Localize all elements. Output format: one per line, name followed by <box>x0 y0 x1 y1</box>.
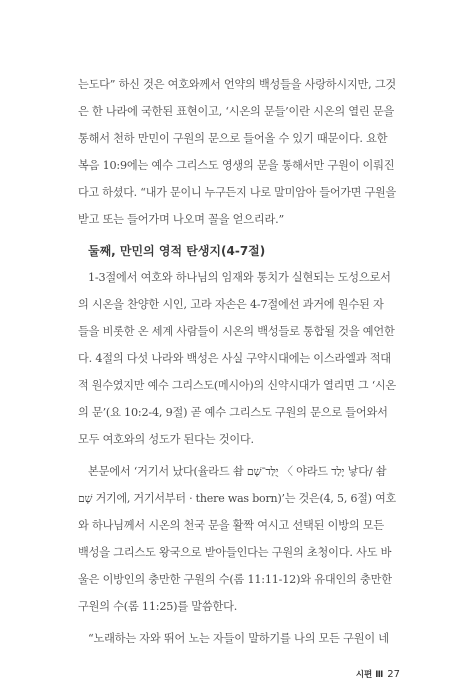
section-heading: 둘째, 만민의 영적 탄생지(4-7절) <box>88 244 266 258</box>
text-line: 1-3절에서 여호와 하나님의 임재와 통치가 실현되는 도성으로서 <box>88 271 391 284</box>
text-line: 본문에서 ‘거기서 났다(율라드 솸 יֻלַּד־שָׁם 〈 야라드 יָלַד 낳다/ 솸 <box>88 465 387 478</box>
running-footer-title: 시편 Ⅲ <box>355 670 384 680</box>
text-line: 의 문’(요 10:2-4, 9절) 곧 예수 그리스도 구원의 문으로 들어와서 <box>78 406 388 419</box>
text-line: 받고 또는 들어가며 나오며 꼴을 얻으리라.” <box>78 213 284 226</box>
text-line: 의 시온을 찬양한 시인, 고라 자손은 4-7절에선 과거에 원수된 자 <box>78 298 384 311</box>
text-line: 는도다” 하신 것은 여호와께서 언약의 백성들을 사랑하시지만, 그것 <box>78 78 396 91</box>
page-footer <box>340 662 400 681</box>
text-line: 통해서 천하 만민이 구원의 문으로 들어올 수 있기 때문이다. 요한 <box>78 132 388 145</box>
text-line: 울은 이방인의 충만한 구원의 수(롬 11:11-12)와 유대인의 충만한 <box>78 573 392 586</box>
text-line: 와 하나님께서 시온의 천국 문을 활짝 여시고 선택된 이방의 모든 <box>78 519 384 532</box>
text-line: 백성을 그리스도 왕국으로 받아들인다는 구원의 초청이다. 사도 바 <box>78 546 392 559</box>
page-number: 27 <box>387 669 400 680</box>
text-line: 다. 4절의 다섯 나라와 백성은 사실 구약시대에는 이스라엘과 적대 <box>78 352 391 365</box>
text-line: 들을 비롯한 온 세계 사람들이 시온의 백성들로 통합될 것을 예언한 <box>78 325 395 338</box>
text-line: 모두 여호와의 성도가 된다는 것이다. <box>78 433 254 446</box>
text-line: 복음 10:9에는 예수 그리스도 영생의 문을 통해서만 구원이 이뤄진 <box>78 159 395 172</box>
text-line: 다고 하셨다. “내가 문이니 누구든지 나로 말미암아 들어가면 구원을 <box>78 186 396 199</box>
text-line: 은 한 나라에 국한된 표현이고, ‘시온의 문들’이란 시온의 열린 문을 <box>78 105 395 118</box>
text-line: “노래하는 자와 뛰어 노는 자들이 말하기를 나의 모든 구원이 네 <box>88 632 389 645</box>
text-line: 구원의 수(롬 11:25)를 말씀한다. <box>78 600 238 613</box>
text-line: 적 원수였지만 예수 그리스도(메시아)의 신약시대가 열리면 그 ‘시온 <box>78 379 396 392</box>
text-line: שָׁם 거기에, 거기서부터 · there was born)’는 것은(4, 5, 6절) 여호 <box>78 492 396 505</box>
